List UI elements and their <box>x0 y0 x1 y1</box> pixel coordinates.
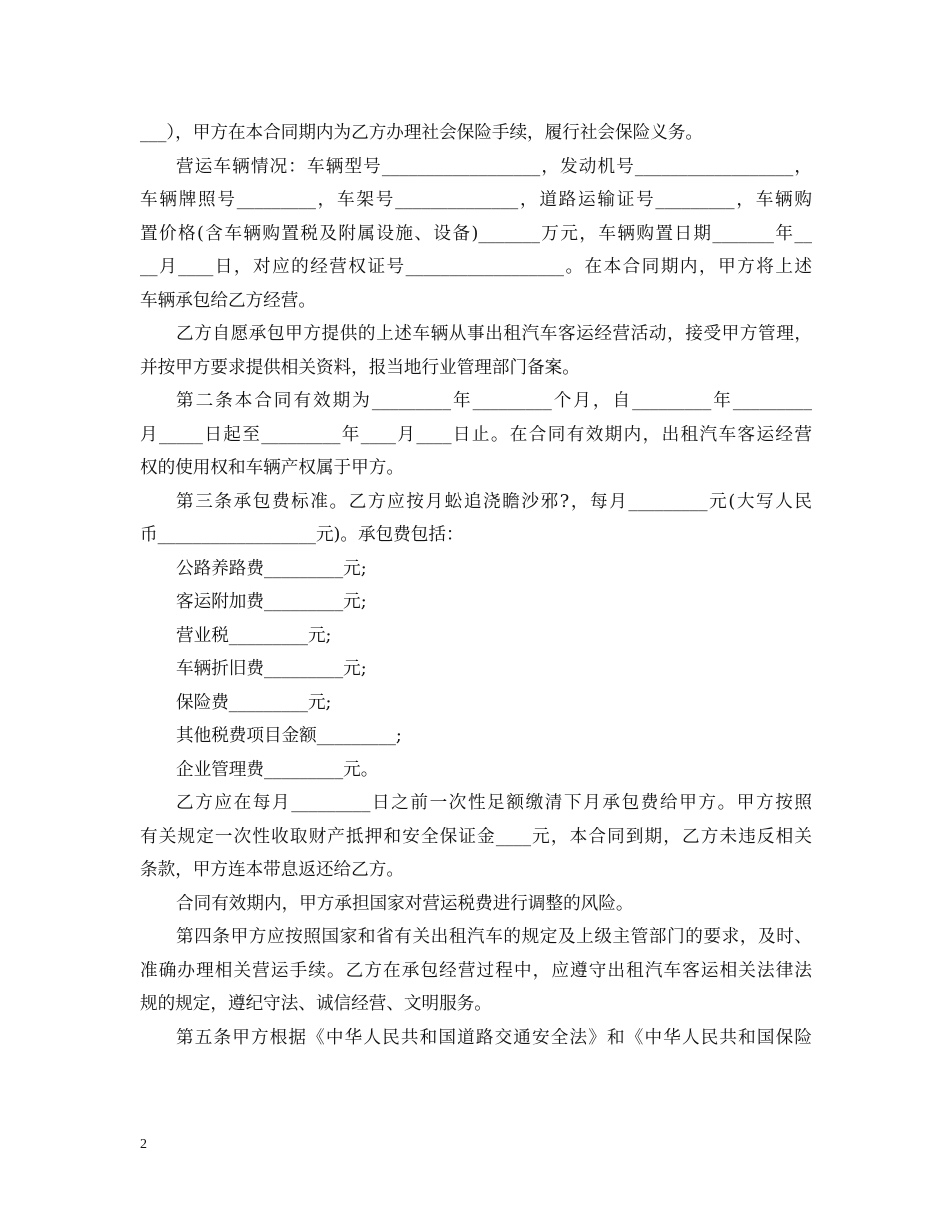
text-line: 其他税费项目金额_________; <box>176 726 402 746</box>
text-line: 车辆承包给乙方经营。 <box>140 290 316 311</box>
text-line: 规的规定，遵纪守法、诚信经营、文明服务。 <box>140 994 492 1014</box>
text-line: 第四条甲方应按照国家和省有关出租汽车的规定及上级主管部门的要求，及时、 <box>176 927 812 947</box>
document-body <box>140 117 812 1055</box>
text-line: 权的使用权和车辆产权属于甲方。 <box>140 458 404 478</box>
text-line: 乙方自愿承包甲方提供的上述车辆从事出租汽车客运经营活动，接受甲方管理， <box>176 324 812 344</box>
text-line: 有关规定一次性收取财产抵押和安全保证金____元，本合同到期，乙方未违反相关 <box>140 826 812 847</box>
text-line: __月____日，对应的经营权证号__________________。在本合同期内，甲方将上述 <box>140 257 812 277</box>
text-line: ___），甲方在本合同期内为乙方办理社会保险手续，履行社会保险义务。 <box>140 123 704 143</box>
text-line: 第三条承包费标准。乙方应按月蚣追浇瞻沙邪?，每月_________元(大写人民 <box>176 491 812 512</box>
text-line: 月_____日起至_________年____月____日止。在合同有效期内，出租汽车客运经营 <box>140 424 812 445</box>
text-line: 营业税_________元; <box>176 625 332 646</box>
text-line: 保险费_________元; <box>176 692 332 713</box>
text-line: 营运车辆情况：车辆型号__________________，发动机号__________________， <box>176 156 812 177</box>
text-line: 并按甲方要求提供相关资料，报当地行业管理部门备案。 <box>140 357 580 378</box>
text-line: 准确办理相关营运手续。乙方在承包经营过程中，应遵守出租汽车客运相关法律法 <box>140 960 812 981</box>
text-line: 第二条本合同有效期为_________年_________个月，自_________年_________ <box>176 391 812 411</box>
text-line: 公路养路费_________元; <box>176 558 367 579</box>
text-line: 车辆折旧费_________元; <box>176 659 367 679</box>
text-line: 币__________________元)。承包费包括： <box>140 525 464 545</box>
page-number: 2 <box>140 1137 147 1152</box>
text-line: 合同有效期内，甲方承担国家对营运税费进行调整的风险。 <box>176 893 634 914</box>
text-line: 第五条甲方根据《中华人民共和国道路交通安全法》和《中华人民共和国保险 <box>176 1027 812 1048</box>
text-line: 客运附加费_________元; <box>176 592 367 612</box>
text-line: 乙方应在每月_________日之前一次性足额缴清下月承包费给甲方。甲方按照 <box>176 793 812 813</box>
text-line: 车辆牌照号_________，车架号______________，道路运输证号_________，车辆购 <box>140 190 812 210</box>
text-line: 企业管理费_________元。 <box>176 759 379 780</box>
text-line: 条款，甲方连本带息返还给乙方。 <box>140 860 404 880</box>
text-line: 置价格(含车辆购置税及附属设施、设备)_______万元，车辆购置日期_______年__ <box>140 223 812 244</box>
